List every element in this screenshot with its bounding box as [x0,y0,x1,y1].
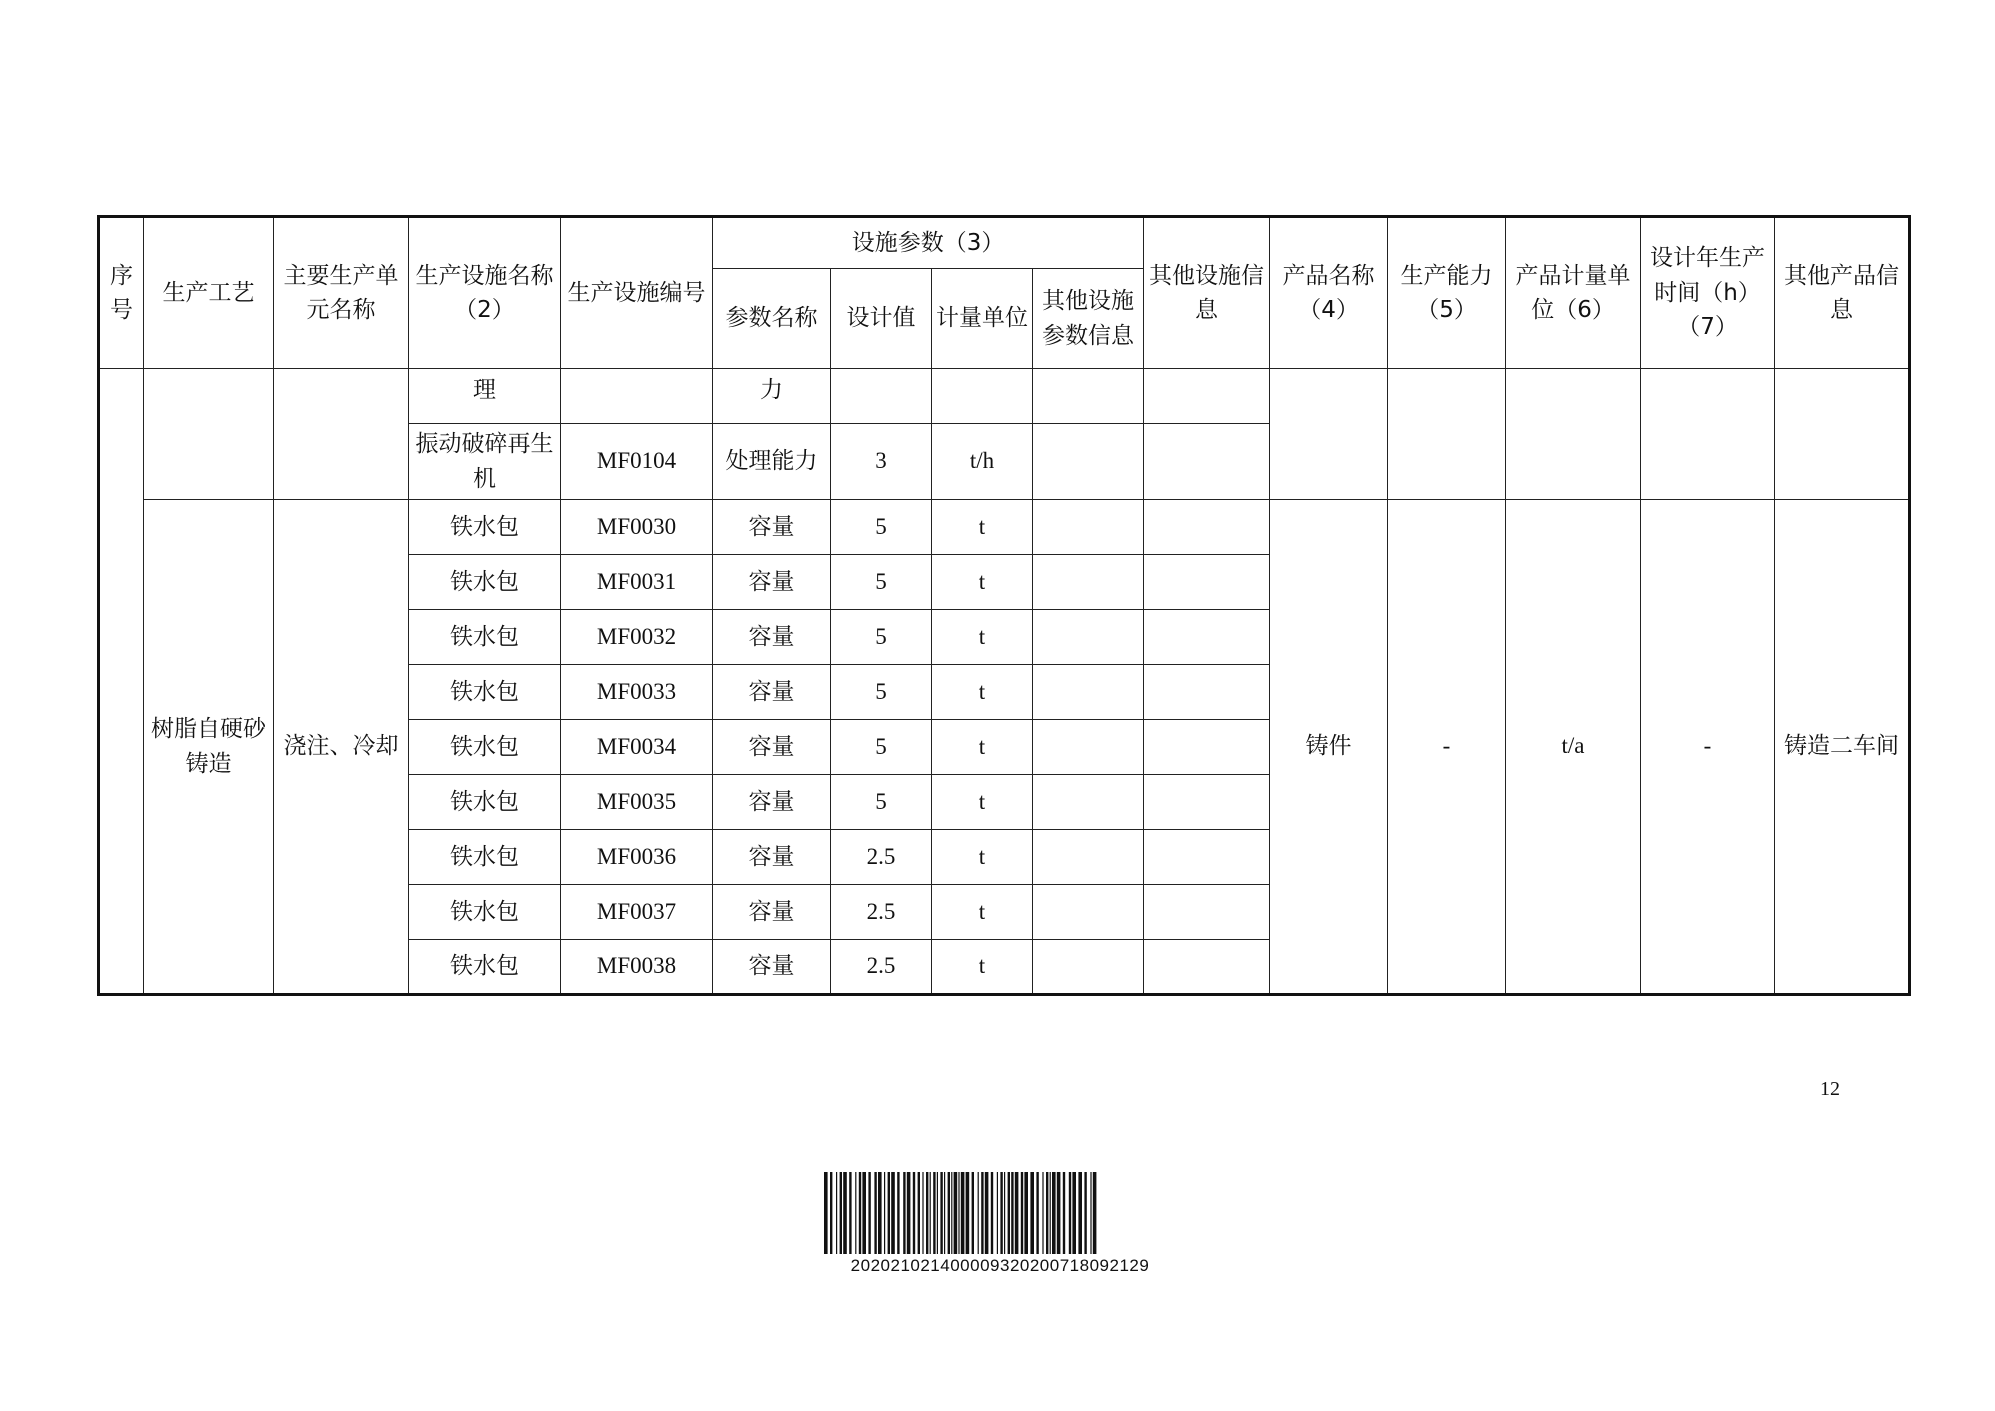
cell-param: 容量 [713,885,831,940]
cell-process [144,369,274,500]
cell-facility: 铁水包 [409,720,561,775]
cell-param: 容量 [713,665,831,720]
table-row [99,369,1910,424]
cell-param: 容量 [713,610,831,665]
cell-code: MF0035 [561,775,713,830]
cell-capacity [1388,369,1506,500]
cell-other-facility [1144,424,1270,500]
cell-measure-unit: t [932,610,1033,665]
cell-param: 容量 [713,500,831,555]
cell-facility: 铁水包 [409,775,561,830]
cell-facility: 铁水包 [409,665,561,720]
cell-other-product: 铸造二车间 [1775,500,1910,995]
cell-other-product [1775,369,1910,500]
header-capacity: 生产能力（5） [1388,217,1506,369]
header-product-name: 产品名称（4） [1270,217,1388,369]
cell-other-param [1033,424,1144,500]
cell-measure-unit [932,369,1033,424]
cell-unit: 浇注、冷却 [274,500,409,995]
cell-other-facility [1144,830,1270,885]
cell-measure-unit: t [932,885,1033,940]
cell-code: MF0037 [561,885,713,940]
header-seq: 序号 [99,217,144,369]
cell-facility: 理 [409,369,561,424]
header-other-product: 其他产品信息 [1775,217,1910,369]
cell-code: MF0036 [561,830,713,885]
cell-design-hours [1641,369,1775,500]
facility-table [97,215,1911,996]
header-facility-code: 生产设施编号 [561,217,713,369]
cell-value: 5 [831,555,932,610]
cell-other-facility [1144,720,1270,775]
cell-facility: 铁水包 [409,940,561,995]
barcode-bars [820,1172,1180,1254]
cell-facility: 铁水包 [409,500,561,555]
cell-other-param [1033,500,1144,555]
cell-value: 5 [831,610,932,665]
cell-measure-unit: t [932,940,1033,995]
cell-measure-unit: t [932,775,1033,830]
header-design-hours: 设计年生产时间（h）（7） [1641,217,1775,369]
cell-code: MF0034 [561,720,713,775]
cell-measure-unit: t [932,830,1033,885]
cell-other-facility [1144,369,1270,424]
cell-value: 5 [831,500,932,555]
barcode-number: 202021021400009320200718092129 [850,1256,1150,1275]
cell-measure-unit: t [932,555,1033,610]
cell-facility: 铁水包 [409,830,561,885]
cell-measure-unit: t [932,720,1033,775]
cell-facility: 铁水包 [409,555,561,610]
cell-facility: 铁水包 [409,610,561,665]
cell-value [831,369,932,424]
cell-other-param [1033,885,1144,940]
cell-other-param [1033,940,1144,995]
cell-product-unit [1506,369,1641,500]
cell-param: 处理能力 [713,424,831,500]
cell-other-facility [1144,885,1270,940]
header-measure-unit: 计量单位 [932,269,1033,369]
header-params-group: 设施参数（3） [713,217,1144,269]
cell-code [561,369,713,424]
header-design-value: 设计值 [831,269,932,369]
cell-seq [99,369,144,995]
cell-other-param [1033,830,1144,885]
header-other-facility: 其他设施信息 [1144,217,1270,369]
cell-value: 5 [831,720,932,775]
cell-other-facility [1144,665,1270,720]
cell-code: MF0104 [561,424,713,500]
cell-product-name: 铸件 [1270,500,1388,995]
header-unit: 主要生产单元名称 [274,217,409,369]
cell-value: 2.5 [831,885,932,940]
cell-value: 5 [831,665,932,720]
cell-other-param [1033,610,1144,665]
cell-capacity: - [1388,500,1506,995]
cell-product-unit: t/a [1506,500,1641,995]
cell-other-param [1033,665,1144,720]
cell-other-param [1033,369,1144,424]
cell-measure-unit: t/h [932,424,1033,500]
cell-code: MF0033 [561,665,713,720]
cell-param: 容量 [713,720,831,775]
cell-other-facility [1144,555,1270,610]
cell-product-name [1270,369,1388,500]
cell-param: 力 [713,369,831,424]
cell-code: MF0031 [561,555,713,610]
cell-value: 3 [831,424,932,500]
cell-other-facility [1144,775,1270,830]
header-param-name: 参数名称 [713,269,831,369]
cell-value: 5 [831,775,932,830]
page-number: 12 [1820,1078,1840,1100]
cell-design-hours: - [1641,500,1775,995]
cell-value: 2.5 [831,830,932,885]
cell-param: 容量 [713,940,831,995]
header-facility-name: 生产设施名称（2） [409,217,561,369]
table-row [99,500,1910,555]
cell-other-param [1033,555,1144,610]
cell-other-param [1033,775,1144,830]
cell-other-facility [1144,940,1270,995]
cell-code: MF0030 [561,500,713,555]
cell-other-param [1033,720,1144,775]
header-product-unit: 产品计量单位（6） [1506,217,1641,369]
cell-other-facility [1144,610,1270,665]
cell-param: 容量 [713,775,831,830]
cell-process: 树脂自硬砂铸造 [144,500,274,995]
cell-measure-unit: t [932,665,1033,720]
cell-code: MF0032 [561,610,713,665]
cell-param: 容量 [713,830,831,885]
cell-param: 容量 [713,555,831,610]
cell-unit [274,369,409,500]
cell-other-facility [1144,500,1270,555]
cell-code: MF0038 [561,940,713,995]
barcode [820,1172,1180,1276]
cell-facility: 振动破碎再生机 [409,424,561,500]
header-other-param: 其他设施参数信息 [1033,269,1144,369]
header-process: 生产工艺 [144,217,274,369]
cell-measure-unit: t [932,500,1033,555]
cell-value: 2.5 [831,940,932,995]
cell-facility: 铁水包 [409,885,561,940]
